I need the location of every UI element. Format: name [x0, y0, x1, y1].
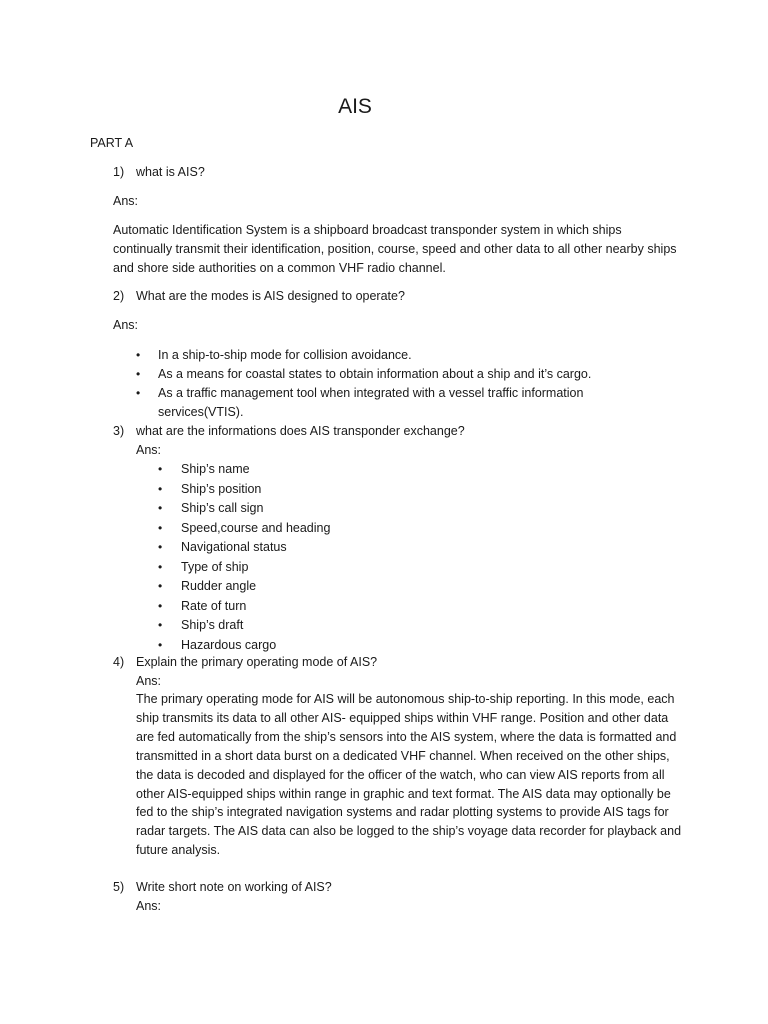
list-item: As a means for coastal states to obtain information about a ship and it’s cargo.	[158, 367, 592, 381]
list-item: Rate of turn	[181, 598, 247, 613]
bullet-icon	[158, 636, 162, 655]
list-item: Type of ship	[181, 559, 249, 574]
list-item: Ship’s position	[181, 481, 262, 496]
question-4-number: 4)	[113, 655, 125, 669]
list-item: In a ship-to-ship mode for collision avoidance.	[158, 348, 412, 362]
bullet-icon	[136, 365, 140, 384]
bullet-icon	[158, 519, 162, 538]
question-5-number: 5)	[113, 880, 125, 894]
document-title: AIS	[338, 95, 372, 118]
bullet-icon	[158, 538, 162, 557]
question-4-answer: The primary operating mode for AIS will be autonomous ship-to-ship reporting. In this mode, each ship transmits its data to all other AIS- equipped ships within VHF range. Position and other data are fed automatically from the ship’s sensors into the AIS system, where the data is formatted and transmitted in a short data burst on a dedicated VHF channel. When received on the other ships, the data is decoded and displayed for the officer of the watch, who can view AIS reports from all other AIS-equipped ships within range in graphic and text format. The AIS data may optionally be fed to the ship’s integrated navigation systems and radar plotting systems to provide AIS tags for radar targets. The AIS data can also be logged to the ship’s voyage data recorder for playback and future analysis.	[136, 692, 682, 858]
list-item: Navigational status	[181, 540, 287, 554]
question-3-text: what are the informations does AIS transponder exchange?	[136, 424, 465, 438]
question-4-ans-label: Ans:	[136, 674, 162, 688]
bullet-icon	[136, 346, 140, 365]
bullet-icon	[158, 460, 162, 479]
list-item: Ship’s call sign	[181, 501, 264, 515]
question-2-ans-label: Ans:	[113, 318, 139, 332]
bullet-icon	[158, 499, 162, 518]
question-4-text: Explain the primary operating mode of AIS?	[136, 655, 378, 669]
list-item: Speed,course and heading	[181, 520, 331, 535]
list-item: Hazardous cargo	[181, 637, 277, 652]
part-heading: PART A	[90, 136, 134, 150]
bullet-icon	[158, 480, 162, 499]
list-item: Ship’s name	[181, 462, 250, 476]
bullet-icon	[158, 597, 162, 616]
question-3-number: 3)	[113, 424, 125, 438]
bullet-icon	[136, 384, 140, 403]
bullet-icon	[158, 577, 162, 596]
question-1-ans-label: Ans:	[113, 194, 139, 208]
question-5-ans-label: Ans:	[136, 899, 162, 913]
question-1-text: what is AIS?	[136, 165, 205, 179]
bullet-icon	[158, 616, 162, 635]
list-item: Rudder angle	[181, 579, 257, 593]
question-1-number: 1)	[113, 165, 125, 179]
question-3-ans-label: Ans:	[136, 443, 162, 457]
question-1-answer: Automatic Identification System is a shipboard broadcast transponder system in which ships continually transmit their identification, position, course, speed and other data to all other nearby ships and shore side authorities on a common VHF radio channel.	[113, 223, 677, 275]
list-item: Ship’s draft	[181, 618, 244, 632]
question-2-text: What are the modes is AIS designed to operate?	[136, 289, 405, 303]
question-5-text: Write short note on working of AIS?	[136, 880, 332, 894]
list-item: As a traffic management tool when integrated with a vessel traffic information services(VTIS).	[158, 386, 584, 419]
question-2-number: 2)	[113, 289, 125, 303]
bullet-icon	[158, 558, 162, 577]
